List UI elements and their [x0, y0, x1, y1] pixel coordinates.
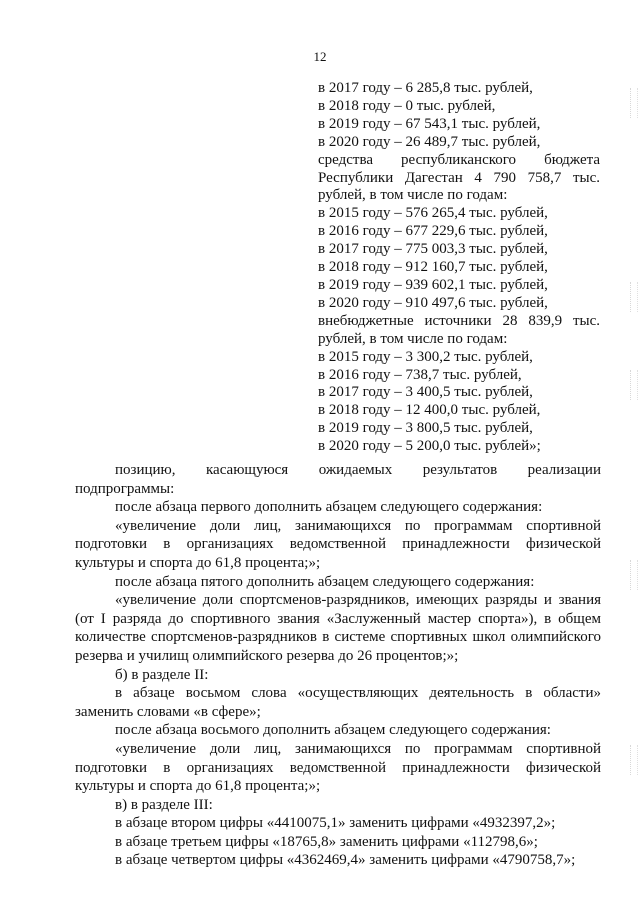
paragraph: позицию, касающуюся ожидаемых результатов реализации [115, 462, 601, 478]
scan-artifact [630, 370, 638, 400]
page-number: 12 [313, 49, 327, 64]
funding-line: рублей, в том числе по годам: [318, 330, 508, 347]
scan-artifact [630, 745, 638, 775]
funding-line: в 2015 году – 3 300,2 тыс. рублей, [318, 348, 533, 365]
funding-line: в 2018 году – 912 160,7 тыс. рублей, [318, 259, 548, 276]
scan-artifact [630, 560, 638, 590]
paragraph: «увеличение доли спортсменов-разрядников, имеющих разряды и звания (от I разряда до спортивного звания «Заслуженный мастер спорта»), в общем количестве спортсменов-разрядников в системе спортивных школ олимпийского резерва и училищ олимпийского резерва до 26 процентов;»; [75, 592, 601, 664]
paragraph: в абзаце третьем цифры «18765,8» заменить цифрами «112798,6»; [115, 833, 538, 850]
scan-artifact [630, 282, 638, 312]
funding-line: средства республиканского бюджета [318, 151, 600, 168]
funding-line: рублей, в том числе по годам: [318, 187, 508, 204]
funding-line: в 2019 году – 939 602,1 тыс. рублей, [318, 276, 548, 293]
funding-line: в 2015 году – 576 265,4 тыс. рублей, [318, 205, 548, 222]
paragraph: в абзаце четвертом цифры «4362469,4» заменить цифрами «4790758,7»; [115, 852, 576, 869]
funding-line: внебюджетные источники 28 839,9 тыс. [318, 312, 600, 329]
paragraph: после абзаца пятого дополнить абзацем следующего содержания: [115, 573, 535, 590]
funding-line: в 2019 году – 67 543,1 тыс. рублей, [318, 115, 541, 132]
funding-line: Республики Дагестан 4 790 758,7 тыс. [318, 169, 600, 186]
paragraph: после абзаца первого дополнить абзацем следующего содержания: [115, 499, 543, 516]
funding-line: в 2020 году – 910 497,6 тыс. рублей, [318, 294, 548, 311]
scan-artifact [630, 88, 638, 118]
paragraph: в абзаце втором цифры «4410075,1» заменить цифрами «4932397,2»; [115, 815, 556, 832]
document-body [75, 461, 601, 870]
funding-line: в 2019 году – 3 800,5 тыс. рублей, [318, 420, 533, 437]
paragraph: подпрограммы: [75, 480, 175, 497]
funding-line: в 2016 году – 677 229,6 тыс. рублей, [318, 223, 548, 240]
paragraph: «увеличение доли лиц, занимающихся по программам спортивной подготовки в организациях ведомственной принадлежности физической культуры и спорта до 61,8 процента;»; [75, 517, 601, 571]
funding-line: в 2017 году – 775 003,3 тыс. рублей, [318, 241, 548, 258]
paragraph: б) в разделе II: [115, 666, 209, 683]
funding-line: в 2017 году – 3 400,5 тыс. рублей, [318, 384, 533, 401]
funding-block [318, 80, 600, 456]
funding-line: в 2016 году – 738,7 тыс. рублей, [318, 366, 522, 383]
paragraph: в) в разделе III: [115, 796, 213, 813]
paragraph: после абзаца восьмого дополнить абзацем следующего содержания: [115, 722, 551, 739]
funding-line: в 2020 году – 26 489,7 тыс. рублей, [318, 133, 541, 150]
funding-line: в 2018 году – 0 тыс. рублей, [318, 97, 496, 114]
funding-line: в 2020 году – 5 200,0 тыс. рублей»; [318, 438, 541, 455]
paragraph: «увеличение доли лиц, занимающихся по программам спортивной подготовки в организациях ведомственной принадлежности физической культуры и спорта до 61,8 процента;»; [75, 740, 601, 795]
paragraph: в абзаце восьмом слова «осуществляющих деятельность в области» заменить словами «в сфере»; [75, 685, 601, 720]
funding-line: в 2017 году – 6 285,8 тыс. рублей, [318, 80, 533, 96]
funding-line: в 2018 году – 12 400,0 тыс. рублей, [318, 402, 541, 419]
